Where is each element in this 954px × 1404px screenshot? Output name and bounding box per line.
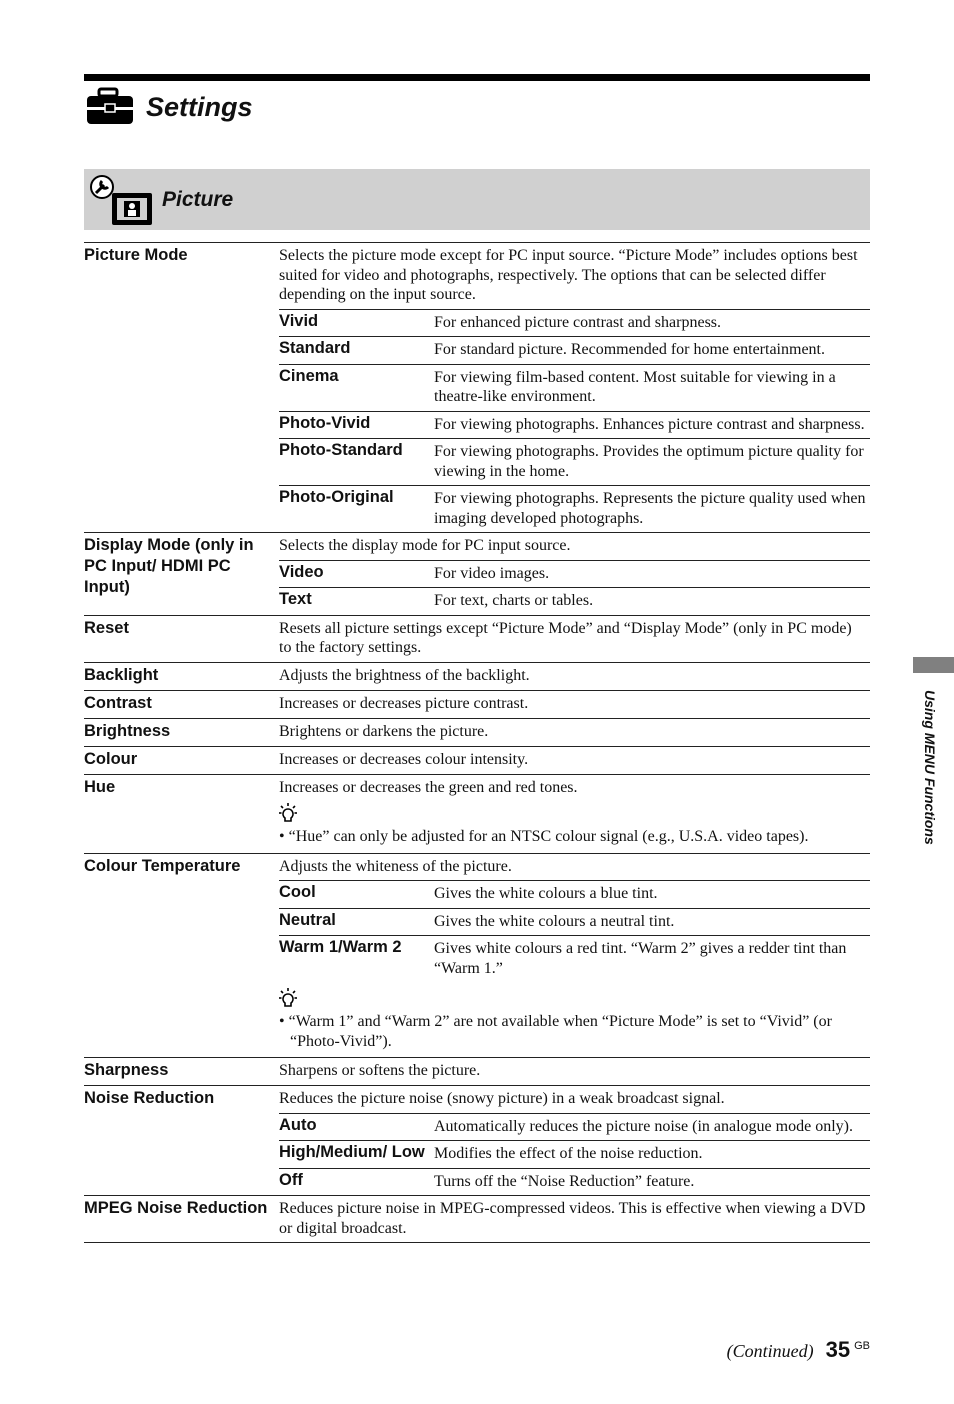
top-rule xyxy=(84,74,870,81)
setting-description: Increases or decreases picture contrast. xyxy=(279,690,870,718)
setting-description: Increases or decreases colour intensity. xyxy=(279,746,870,774)
setting-label: Display Mode (only in PC Input/ HDMI PC Input) xyxy=(84,533,279,616)
table-row xyxy=(84,615,870,662)
setting-label: Brightness xyxy=(84,718,279,746)
table-row xyxy=(84,774,870,853)
setting-description: Resets all picture settings except “Picture Mode” and “Display Mode” (only in PC mode) to the factory settings. xyxy=(279,615,870,662)
options-table xyxy=(279,1113,870,1196)
option-row: Photo-Standard For viewing photographs. Provides the optimum picture quality for viewing in the home. xyxy=(279,439,870,486)
table-row xyxy=(84,1086,870,1196)
option-row: Photo-Vivid For viewing photographs. Enhances picture contrast and sharpness. xyxy=(279,411,870,439)
side-section-label: Using MENU Functions xyxy=(922,690,938,845)
setting-description: Reduces the picture noise (snowy picture) in a weak broadcast signal. Auto Automatically reduces the picture noise (in analogue mode only). High/Medium/ Low Modifies the effect of the noise reduction. Off Turns off the “Noise Reduction” feature. xyxy=(279,1086,870,1196)
table-row xyxy=(84,1196,870,1243)
setting-label: Hue xyxy=(84,774,279,853)
hint-note: • “Hue” can only be adjusted for an NTSC colour signal (e.g., U.S.A. video tapes). xyxy=(279,801,870,853)
table-row xyxy=(84,853,870,1058)
setting-description: Brightens or darkens the picture. xyxy=(279,718,870,746)
option-row: Vivid For enhanced picture contrast and sharpness. xyxy=(279,309,870,337)
settings-table xyxy=(84,242,870,1243)
option-row: Video For video images. xyxy=(279,560,870,588)
page-title: Settings xyxy=(146,91,253,122)
setting-label: Sharpness xyxy=(84,1058,279,1086)
section-title: Picture xyxy=(162,187,234,211)
page-header xyxy=(84,84,253,130)
table-row xyxy=(84,533,870,616)
region-code: GB xyxy=(854,1340,870,1352)
lightbulb-icon xyxy=(279,803,297,825)
options-table xyxy=(279,560,870,615)
option-row: Text For text, charts or tables. xyxy=(279,588,870,615)
page-footer xyxy=(727,1337,870,1363)
table-row xyxy=(84,690,870,718)
table-row xyxy=(84,243,870,533)
hint-note: • “Warm 1” and “Warm 2” are not available when “Picture Mode” is set to “Vivid” (or “Photo-Vivid”). xyxy=(279,982,870,1057)
option-row: Cool Gives the white colours a blue tint. xyxy=(279,881,870,909)
setting-label: Noise Reduction xyxy=(84,1086,279,1196)
toolbox-icon xyxy=(84,87,136,127)
setting-description: Adjusts the brightness of the backlight. xyxy=(279,662,870,690)
side-tab-marker xyxy=(913,657,954,673)
setting-description: Selects the picture mode except for PC input source. “Picture Mode” includes options best suited for video and photographs, respectively. The options that can be selected differ depending on the input source. Vivid For enhanced picture contrast and sharpness. Standard For standard picture. Recommended for home entertainment. Cinema For viewing film-based content. Most suitable for viewing in a theatre-like environment. Photo-Vivid For viewing photographs. Enhances picture contrast and sharpness. Photo-Standard For viewing photographs. Provides the optimum picture quality for viewing in the home. Photo-Original For viewing photographs. Represents the picture quality used when imaging developed photographs. xyxy=(279,243,870,533)
setting-label: MPEG Noise Reduction xyxy=(84,1196,279,1243)
setting-description: Reduces picture noise in MPEG-compressed videos. This is effective when viewing a DVD or digital broadcast. xyxy=(279,1196,870,1243)
options-table xyxy=(279,880,870,982)
setting-label: Colour xyxy=(84,746,279,774)
setting-description: Selects the display mode for PC input source. Video For video images. Text For text, charts or tables. xyxy=(279,533,870,616)
option-row: Cinema For viewing film-based content. Most suitable for viewing in a theatre-like environment. xyxy=(279,364,870,411)
setting-label: Reset xyxy=(84,615,279,662)
option-row: Auto Automatically reduces the picture noise (in analogue mode only). xyxy=(279,1113,870,1141)
option-row: Warm 1/Warm 2 Gives white colours a red tint. “Warm 2” gives a redder tint than “Warm 1.” xyxy=(279,936,870,983)
table-row xyxy=(84,746,870,774)
setting-label: Colour Temperature xyxy=(84,853,279,1058)
setting-description: Adjusts the whiteness of the picture. Cool Gives the white colours a blue tint. Neutral Gives the white colours a neutral tint. Warm 1/Warm 2 Gives white colours a red tint. “Warm 2” gives a redder tint than “Warm 1.” • “Warm 1” and “Warm 2” are not available when “Picture Mode” is set to “Vivid” (or “Photo-Vivid”). xyxy=(279,853,870,1058)
setting-label: Backlight xyxy=(84,662,279,690)
table-row xyxy=(84,718,870,746)
setting-description: Sharpens or softens the picture. xyxy=(279,1058,870,1086)
option-row: Off Turns off the “Noise Reduction” feature. xyxy=(279,1168,870,1195)
option-row: Photo-Original For viewing photographs. Represents the picture quality used when imaging developed photographs. xyxy=(279,486,870,533)
page-number: 35 xyxy=(825,1337,851,1362)
options-table xyxy=(279,309,870,533)
continued-note: (Continued) xyxy=(726,1341,814,1361)
option-row: Standard For standard picture. Recommended for home entertainment. xyxy=(279,337,870,365)
option-row: High/Medium/ Low Modifies the effect of the noise reduction. xyxy=(279,1141,870,1169)
setting-label: Picture Mode xyxy=(84,243,279,533)
table-row xyxy=(84,1058,870,1086)
setting-label: Contrast xyxy=(84,690,279,718)
picture-settings-icon xyxy=(90,173,154,227)
table-row xyxy=(84,662,870,690)
section-header xyxy=(84,169,870,230)
lightbulb-icon xyxy=(279,988,297,1010)
option-row: Neutral Gives the white colours a neutral tint. xyxy=(279,908,870,936)
setting-description: Increases or decreases the green and red tones. • “Hue” can only be adjusted for an NTSC colour signal (e.g., U.S.A. video tapes). xyxy=(279,774,870,853)
